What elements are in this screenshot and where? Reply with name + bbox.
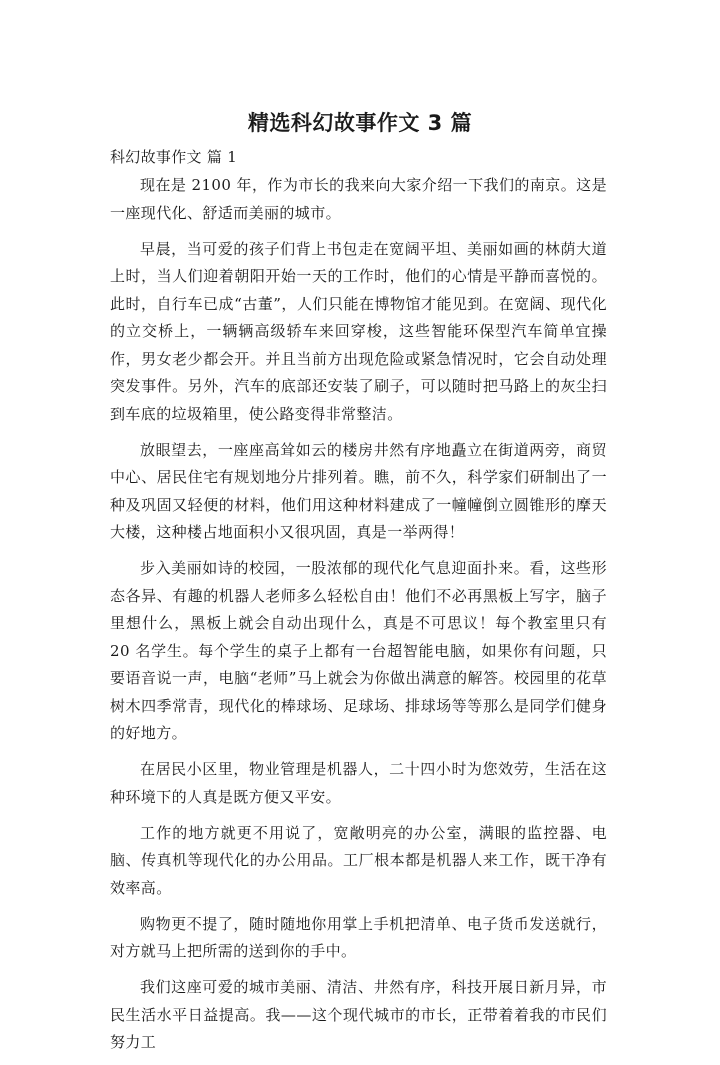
- paragraph: 现在是 2100 年，作为市长的我来向大家介绍一下我们的南京。这是一座现代化、舒适而美丽的城市。: [110, 176, 607, 222]
- paragraph: 步入美丽如诗的校园，一股浓郁的现代化气息迎面扑来。看，这些形态各异、有趣的机器人老师多么轻松自由！他们不必再黑板上写字，脑子里想什么，黑板上就会自动出现什么，真是不可思议！每个教室里只有 20 名学生。每个学生的桌子上都有一台超智能电脑，如果你有问题，只要语音说一声，电脑“老师”马上就会为你做出满意的解答。校园里的花草树木四季常青，现代化的棒球场、足球场、排球场等等那么是同学们健身的好地方。: [110, 559, 607, 742]
- paragraph: 早晨，当可爱的孩子们背上书包走在宽阔平坦、美丽如画的林荫大道上时，当人们迎着朝阳开始一天的工作时，他们的心情是平静而喜悦的。此时，自行车已成“古董”，人们只能在博物馆才能见到。在宽阔、现代化的立交桥上，一辆辆高级轿车来回穿梭，这些智能环保型汽车简单宜操作，男女老少都会开。并且当前方出现危险或紧急情况时，它会自动处理突发事件。另外，汽车的底部还安装了刷子，可以随时把马路上的灰尘扫到车底的垃圾箱里，使公路变得非常整洁。: [110, 239, 607, 423]
- body-text: [110, 172, 607, 1065]
- paragraph: 在居民小区里，物业管理是机器人，二十四小时为您效劳，生活在这种环境下的人真是既方便又平安。: [110, 760, 607, 806]
- paragraph: 工作的地方就更不用说了，宽敞明亮的办公室，满眼的监控器、电脑、传真机等现代化的办公用品。工厂根本都是机器人来工作，既干净有效率高。: [110, 823, 607, 897]
- paragraph: 我们这座可爱的城市美丽、清洁、井然有序，科技开展日新月异，市民生活水平日益提高。我——这个现代城市的市长，正带着着我的市民们努力工: [110, 978, 607, 1051]
- paragraph: 购物更不提了，随时随地你用掌上手机把清单、电子货币发送就行，对方就马上把所需的送到你的手中。: [110, 914, 607, 960]
- paragraph: 放眼望去，一座座高耸如云的楼房井然有序地矗立在街道两旁，商贸中心、居民住宅有规划地分片排列着。瞧，前不久，科学家们研制出了一种及巩固又轻便的材料，他们用这种材料建成了一幢幢倒立圆锥形的摩天大楼，这种楼占地面积小又很巩固，真是一举两得！: [110, 440, 607, 541]
- document-title: 精选科幻故事作文 3 篇: [247, 111, 473, 135]
- section-heading: 科幻故事作文 篇 1: [110, 148, 238, 166]
